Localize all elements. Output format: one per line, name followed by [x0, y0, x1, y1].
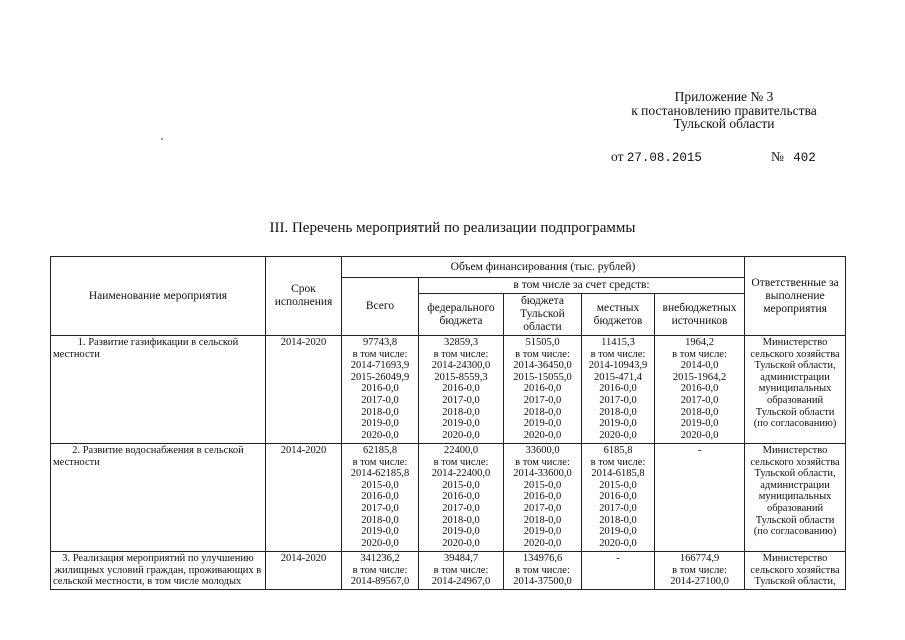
cell-line: 2019-0,0	[523, 526, 562, 538]
measures-table	[50, 256, 846, 590]
cell-line: 2018-0,0	[680, 406, 719, 418]
cell-line: 2016-0,0	[599, 491, 637, 503]
cell-line: 2015-8559,3	[434, 371, 488, 383]
cell-line: образований	[766, 394, 824, 406]
row-term: 2014-2020	[266, 552, 342, 590]
cell-line: 341236,2	[360, 553, 400, 564]
cell-line: сельского хозяйства	[750, 456, 840, 468]
cell-line: 2018-0,0	[361, 514, 399, 526]
cell-line: 6185,8	[603, 445, 633, 456]
cell-line: в том числе:	[352, 456, 408, 468]
row-total	[342, 336, 419, 444]
cell-line: администрации	[760, 371, 830, 383]
cell-line: 2020-0,0	[680, 429, 719, 441]
cell-line: 2014-36450,0	[513, 360, 572, 372]
cell-line: 2020-0,0	[599, 429, 637, 441]
cell-line: Тульской области	[755, 514, 835, 526]
cell-line: 2014-71693,9	[350, 360, 410, 372]
cell-line: 2020-0,0	[523, 429, 562, 441]
header-term: Срок исполнения	[266, 257, 342, 336]
cell-line: 2015-471,4	[593, 371, 643, 383]
cell-line: 2019-0,0	[523, 418, 562, 430]
date-value: 27.08.2015	[626, 151, 702, 165]
cell-line: в том числе:	[433, 564, 489, 576]
row-name: 1. Развитие газификации в сельской местности	[51, 336, 266, 444]
cell-line: 51505,0	[525, 337, 560, 348]
cell-line: в том числе:	[515, 564, 570, 576]
row-responsible	[745, 552, 846, 590]
cell-line: 2016-0,0	[680, 383, 719, 395]
cell-line: 2014-10943,9	[588, 360, 648, 372]
cell-line: Тульской области,	[754, 468, 836, 480]
cell-line: 2014-62185,8	[350, 468, 410, 480]
scan-speck	[161, 138, 163, 140]
row-federal	[419, 444, 504, 552]
cell-line: 2017-0,0	[523, 502, 562, 514]
cell-line: -	[697, 445, 702, 456]
cell-line: 39484,7	[443, 553, 479, 564]
cell-line: 2015-0,0	[361, 479, 399, 491]
cell-line: 2017-0,0	[523, 394, 562, 406]
row-name: 3. Реализация мероприятий по улучшению жилищных условий граждан, проживающих в сельской местности, в том числе молодых	[51, 552, 266, 590]
appendix-line: Тульской области	[673, 116, 775, 131]
row-regional	[504, 444, 582, 552]
row-term: 2014-2020	[266, 336, 342, 444]
cell-line: -	[616, 553, 620, 564]
table-row	[51, 552, 846, 590]
cell-line: в том числе:	[590, 348, 646, 360]
cell-line: 2015-0,0	[523, 479, 562, 491]
cell-line: сельского хозяйства	[750, 564, 840, 576]
cell-line: 2017-0,0	[442, 502, 480, 514]
row-regional	[504, 336, 582, 444]
cell-line: 2014-24967,0	[431, 576, 491, 588]
cell-line: 33600,0	[525, 445, 560, 456]
cell-line: 2018-0,0	[361, 406, 399, 418]
cell-line: 2017-0,0	[361, 394, 399, 406]
cell-line: администрации	[760, 479, 830, 491]
cell-line: 2017-0,0	[442, 394, 480, 406]
header-federal: федерального бюджета	[419, 294, 504, 336]
cell-line: 2014-0,0	[680, 360, 719, 372]
cell-line: 2019-0,0	[442, 526, 480, 538]
cell-line: 2016-0,0	[523, 491, 562, 503]
appendix-line: Приложение № 3	[674, 89, 774, 104]
row-total	[342, 552, 419, 590]
cell-line: 2020-0,0	[442, 429, 480, 441]
cell-line: 32859,3	[443, 337, 479, 348]
cell-line: 2015-15055,0	[513, 371, 572, 383]
cell-line: 22400,0	[443, 445, 479, 456]
cell-line: 2018-0,0	[523, 514, 562, 526]
number-value: 402	[793, 151, 816, 165]
header-local: местных бюджетов	[582, 294, 655, 336]
cell-line: 2014-33600,0	[513, 468, 572, 480]
number-prefix: №	[771, 149, 784, 164]
cell-line: в том числе:	[515, 348, 570, 360]
cell-line: в том числе:	[672, 564, 727, 576]
cell-line: 134976,6	[522, 553, 563, 564]
appendix-line: к постановлению правительства	[631, 102, 817, 118]
cell-line: 2017-0,0	[599, 502, 637, 514]
header-funding: Объем финансирования (тыс. рублей)	[342, 257, 745, 278]
cell-line: (по согласованию)	[753, 526, 837, 538]
cell-line: 2018-0,0	[442, 514, 480, 526]
cell-line: образований	[766, 502, 824, 514]
row-federal	[419, 336, 504, 444]
table-row	[51, 444, 846, 552]
cell-line: 2020-0,0	[361, 429, 399, 441]
cell-line: муниципальных	[758, 491, 832, 503]
cell-line: 2016-0,0	[442, 491, 480, 503]
row-local	[582, 552, 655, 590]
cell-line: муниципальных	[758, 383, 832, 395]
row-regional	[504, 552, 582, 590]
cell-line: 2018-0,0	[599, 406, 637, 418]
cell-line: 2014-24300,0	[431, 360, 491, 372]
cell-line: 2017-0,0	[680, 394, 719, 406]
cell-line: 2016-0,0	[599, 383, 637, 395]
row-federal	[419, 552, 504, 590]
cell-line: 2016-0,0	[442, 383, 480, 395]
header-name: Наименование мероприятия	[51, 257, 266, 336]
cell-line: 2019-0,0	[680, 418, 719, 430]
header-total: Всего	[342, 278, 419, 336]
cell-line: в том числе:	[352, 348, 408, 360]
cell-line: 2015-1964,2	[672, 371, 727, 383]
cell-line: в том числе:	[590, 456, 646, 468]
cell-line: 2014-6185,8	[591, 468, 645, 480]
cell-line: 97743,8	[362, 337, 398, 348]
cell-line: Тульской области,	[754, 576, 836, 588]
cell-line: 2018-0,0	[442, 406, 480, 418]
header-regional: бюджета Тульской области	[504, 294, 582, 336]
cell-line: Министерство	[762, 337, 828, 348]
cell-line: 2019-0,0	[361, 526, 399, 538]
cell-line: 2019-0,0	[599, 526, 637, 538]
cell-line: (по согласованию)	[753, 418, 837, 430]
date-prefix: от	[611, 149, 624, 164]
row-local	[582, 336, 655, 444]
cell-line: 2020-0,0	[361, 537, 399, 549]
cell-line: 62185,8	[362, 445, 398, 456]
cell-line: Министерство	[762, 445, 828, 456]
cell-line: 2017-0,0	[599, 394, 637, 406]
cell-line: 2014-22400,0	[431, 468, 491, 480]
cell-line: Министерство	[762, 553, 828, 564]
cell-line: 2016-0,0	[361, 491, 399, 503]
cell-line: 2017-0,0	[361, 502, 399, 514]
date-field	[611, 149, 702, 165]
cell-line: Тульской области	[755, 406, 835, 418]
cell-line: в том числе:	[433, 456, 489, 468]
cell-line: 2015-26049,9	[350, 371, 410, 383]
table-row	[51, 336, 846, 444]
row-responsible	[745, 444, 846, 552]
row-extrabudget	[655, 444, 745, 552]
cell-line: 2016-0,0	[523, 383, 562, 395]
cell-line: 2020-0,0	[523, 537, 562, 549]
cell-line: 2018-0,0	[599, 514, 637, 526]
cell-line: в том числе:	[515, 456, 570, 468]
cell-line: 166774,9	[679, 553, 720, 564]
cell-line: 2015-0,0	[599, 479, 637, 491]
header-responsible: Ответственные за выполнение мероприятия	[745, 257, 846, 336]
cell-line: 2018-0,0	[523, 406, 562, 418]
cell-line: 1964,2	[685, 337, 714, 348]
header-including: в том числе за счет средств:	[419, 278, 745, 294]
number-field	[771, 149, 816, 165]
cell-line: 2019-0,0	[599, 418, 637, 430]
row-term: 2014-2020	[266, 444, 342, 552]
header-extrabudget: внебюджетных источников	[655, 294, 745, 336]
cell-line: 11415,3	[601, 337, 635, 348]
cell-line: 2019-0,0	[361, 418, 399, 430]
cell-line: в том числе:	[672, 348, 727, 360]
row-extrabudget	[655, 336, 745, 444]
row-name: 2. Развитие водоснабжения в сельской местности	[51, 444, 266, 552]
cell-line: 2016-0,0	[361, 383, 399, 395]
document-title: III. Перечень мероприятий по реализации подпрограммы	[269, 220, 636, 236]
cell-line: 2014-89567,0	[350, 576, 410, 588]
cell-line: в том числе:	[352, 564, 408, 576]
cell-line: 2014-27100,0	[670, 576, 729, 588]
cell-line: в том числе:	[433, 348, 489, 360]
cell-line: 2015-0,0	[442, 479, 480, 491]
cell-line: 2020-0,0	[442, 537, 480, 549]
row-total	[342, 444, 419, 552]
cell-line: 2020-0,0	[599, 537, 637, 549]
cell-line: 2014-37500,0	[513, 576, 572, 588]
cell-line: 2019-0,0	[442, 418, 480, 430]
appendix-header	[600, 90, 848, 131]
cell-line: Тульской области,	[754, 360, 836, 372]
row-responsible	[745, 336, 846, 444]
cell-line: сельского хозяйства	[750, 348, 840, 360]
row-extrabudget	[655, 552, 745, 590]
row-local	[582, 444, 655, 552]
